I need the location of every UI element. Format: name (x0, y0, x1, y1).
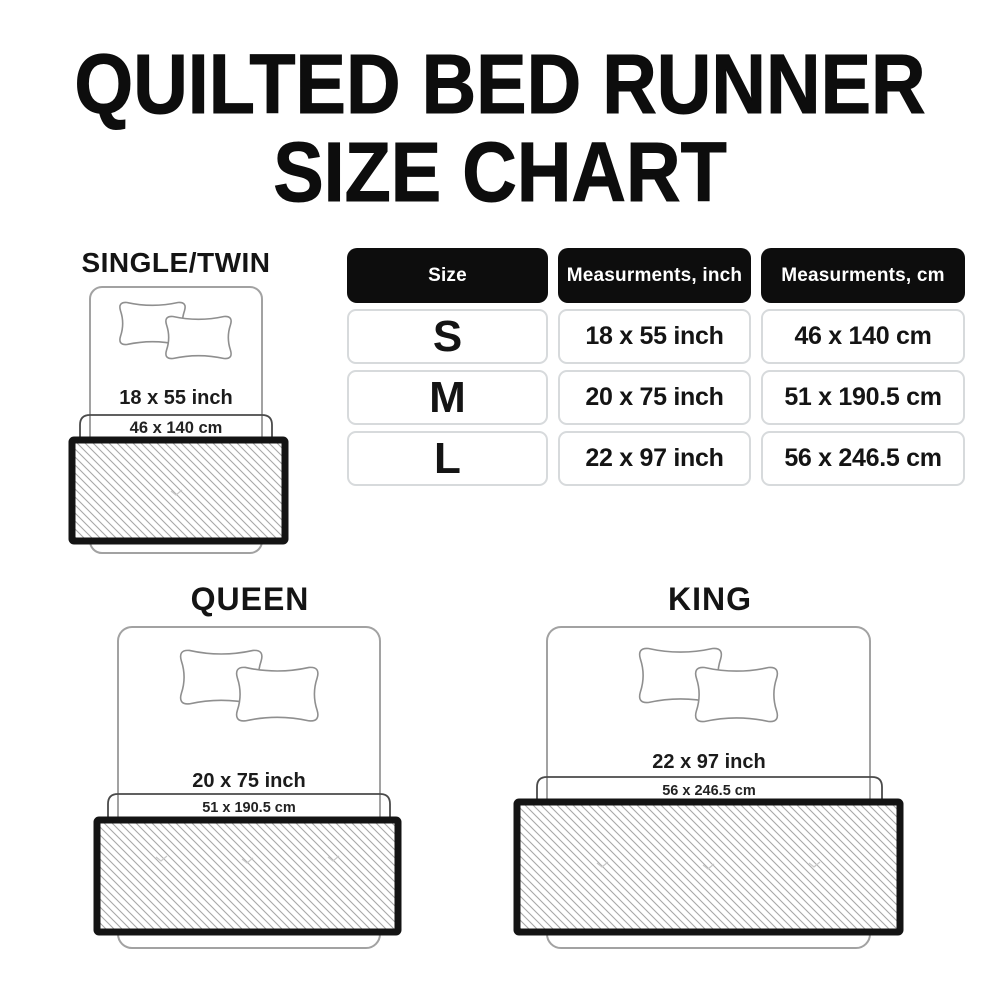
page-title-line-2: SIZE CHART (273, 125, 727, 219)
king-heading: KING (668, 581, 752, 617)
table-header-size: Size (347, 248, 548, 303)
table-cell-cm: 56 x 246.5 cm (761, 431, 965, 486)
runner-swatch (72, 440, 285, 541)
page-title-line-1: QUILTED BED RUNNER (74, 37, 926, 131)
inch-dimension-label: 22 x 97 inch (652, 751, 766, 773)
table-cell-cm: 51 x 190.5 cm (761, 370, 965, 425)
cm-dimension-label: 46 x 140 cm (129, 419, 223, 437)
queen-heading: QUEEN (190, 581, 310, 617)
pillow-illustration (166, 316, 231, 358)
queen-bed-diagram (90, 625, 420, 955)
table-cell-cm: 46 x 140 cm (761, 309, 965, 364)
runner-swatch (517, 802, 900, 932)
cm-dimension-label: 51 x 190.5 cm (202, 800, 296, 816)
pillow-illustration (237, 667, 318, 721)
table-cell-size: S (347, 309, 548, 364)
inch-dimension-label: 18 x 55 inch (119, 387, 233, 409)
king-bed-diagram (505, 625, 915, 955)
runner-swatch (97, 820, 398, 932)
single-twin-heading: SINGLE/TWIN (81, 247, 271, 278)
table-header-cm: Measurments, cm (761, 248, 965, 303)
inch-dimension-label: 20 x 75 inch (192, 770, 306, 792)
table-cell-inch: 18 x 55 inch (558, 309, 751, 364)
table-cell-inch: 20 x 75 inch (558, 370, 751, 425)
table-cell-inch: 22 x 97 inch (558, 431, 751, 486)
size-table (347, 248, 965, 486)
cm-dimension-label: 56 x 246.5 cm (662, 783, 756, 799)
single-twin-bed-diagram (55, 285, 300, 560)
table-cell-size: L (347, 431, 548, 486)
pillow-illustration (696, 667, 778, 721)
page-title (0, 37, 1000, 219)
table-cell-size: M (347, 370, 548, 425)
table-header-inch: Measurments, inch (558, 248, 751, 303)
